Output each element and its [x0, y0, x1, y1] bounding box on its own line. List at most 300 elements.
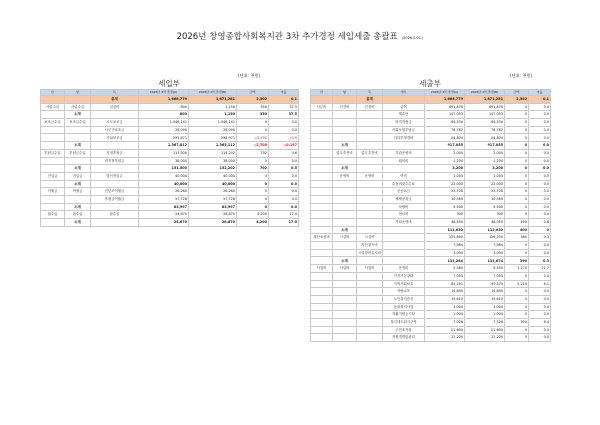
table-row — [311, 180, 551, 188]
table-cell: 702 — [237, 149, 269, 157]
table-cell: 자산취득비 — [357, 242, 383, 250]
table-cell: 0 — [505, 249, 529, 257]
table-cell: 26,260 — [189, 188, 237, 196]
table-cell: 0.3 — [529, 234, 551, 242]
table-cell: 0 — [529, 226, 551, 234]
table-cell — [357, 195, 383, 203]
table-cell: 수용비및수수료 — [383, 180, 425, 188]
table-cell: 노인복지증진 — [383, 295, 425, 303]
table-cell: 7,026 — [425, 318, 465, 326]
table-cell: 111,630 — [425, 226, 465, 234]
table-cell: 잡수입 — [91, 211, 139, 219]
table-cell — [357, 211, 383, 219]
table-cell: 1,046,141 — [189, 119, 237, 127]
table-cell: 293,671 — [139, 134, 189, 142]
table-cell — [311, 134, 333, 142]
table-cell — [333, 272, 357, 280]
table-cell: 0.6 — [269, 149, 299, 157]
table-cell — [311, 195, 333, 203]
table-row — [311, 272, 551, 280]
table-cell: 5,214 — [505, 280, 529, 288]
table-cell: 0 — [505, 288, 529, 296]
table-cell — [383, 257, 425, 265]
table-row — [311, 265, 551, 273]
table-cell — [333, 334, 357, 342]
table-cell: 131,284 — [425, 257, 465, 265]
table-cell: 131,674 — [465, 257, 505, 265]
table-cell: 21,600 — [465, 326, 505, 334]
table-cell: 14,890 — [425, 288, 465, 296]
table-row — [311, 311, 551, 319]
header-cell: 관 — [41, 90, 65, 96]
table-cell: 0 — [237, 195, 269, 203]
table-cell: 0 — [505, 172, 529, 180]
subtotal-row — [311, 142, 551, 150]
table-cell: 자활지원등기타 — [383, 311, 425, 319]
table-cell: 법인전입금 — [91, 172, 139, 180]
table-cell: 57,728 — [139, 195, 189, 203]
table-cell — [333, 119, 357, 127]
table-cell: 1,000 — [425, 311, 465, 319]
table-cell: 24,670 — [139, 211, 189, 219]
table-cell: 702 — [237, 165, 269, 173]
table-cell: 2,502 — [505, 96, 529, 104]
table-row — [311, 149, 551, 157]
table-cell: 0.0 — [529, 165, 551, 173]
table-cell: 비지정후원금 — [91, 157, 139, 165]
table-cell: 2,000 — [465, 149, 505, 157]
table-cell — [357, 157, 383, 165]
table-cell — [91, 219, 139, 227]
table-cell: 350 — [237, 103, 269, 111]
table-cell — [65, 157, 91, 165]
table-cell: 21,600 — [425, 326, 465, 334]
subtotal-row — [311, 226, 551, 234]
table-cell — [311, 318, 333, 326]
table-cell: 0.1 — [529, 96, 551, 104]
table-cell — [333, 280, 357, 288]
table-cell — [383, 226, 425, 234]
table-cell: 소계 — [65, 180, 91, 188]
table-cell — [357, 257, 383, 265]
table-cell: 15,610 — [425, 295, 465, 303]
table-cell: 0 — [505, 195, 529, 203]
table-cell: 0 — [237, 188, 269, 196]
table-row — [311, 134, 551, 142]
table-cell: 1,046,141 — [139, 119, 189, 127]
table-cell: 1,671,281 — [465, 96, 505, 104]
table-cell — [357, 126, 383, 134]
table-cell: 제수당 — [383, 111, 425, 119]
table-cell: 소계 — [333, 142, 357, 150]
header-cell: 세목 — [383, 90, 425, 96]
table-cell: 48,950 — [465, 219, 505, 227]
table-cell: 0.0 — [529, 249, 551, 257]
table-cell: 0.0 — [269, 157, 299, 165]
table-cell: 691,878 — [425, 103, 465, 111]
table-cell — [357, 165, 383, 173]
header-cell: 비율 — [269, 90, 299, 96]
table-cell — [311, 249, 333, 257]
table-cell — [383, 165, 425, 173]
table-cell — [311, 288, 333, 296]
table-cell — [311, 172, 333, 180]
header-cell: 2026년 2차 추경(B) — [465, 90, 505, 96]
table-cell — [333, 134, 357, 142]
table-cell — [311, 219, 333, 227]
table-cell — [357, 303, 383, 311]
table-cell: 지역사회보호 — [383, 280, 425, 288]
table-cell: △2,700 — [237, 142, 269, 150]
table-cell: 소계 — [65, 219, 91, 227]
table-cell: 3,000 — [425, 249, 465, 257]
table-cell: 40,000 — [189, 180, 237, 188]
table-cell: 가족기능강화 — [383, 272, 425, 280]
table-cell: 0.0 — [529, 111, 551, 119]
table-cell: 0 — [237, 119, 269, 127]
table-cell: 0.0 — [269, 119, 299, 127]
table-cell: 500 — [505, 318, 529, 326]
table-cell: 3,000 — [465, 303, 505, 311]
table-cell: 0 — [505, 142, 529, 150]
table-cell: 0 — [505, 311, 529, 319]
table-row — [311, 172, 551, 180]
table-cell — [311, 272, 333, 280]
table-cell: 0 — [505, 157, 529, 165]
table-cell — [311, 119, 333, 127]
table-cell: 0 — [505, 149, 529, 157]
expense-section-title: 세출부 — [310, 80, 550, 90]
table-cell: 0.0 — [529, 172, 551, 180]
table-cell: 0.0 — [529, 288, 551, 296]
subtotal-row — [311, 257, 551, 265]
table-row — [41, 103, 299, 111]
subtotal-row — [41, 219, 299, 227]
table-cell — [333, 96, 357, 104]
table-cell: 0.0 — [529, 195, 551, 203]
table-cell: 0 — [505, 126, 529, 134]
table-cell — [333, 126, 357, 134]
table-cell: 390 — [505, 257, 529, 265]
table-cell: 21.7 — [529, 265, 551, 273]
table-cell: 0.0 — [529, 303, 551, 311]
table-cell: 90,375 — [465, 280, 505, 288]
table-cell: 일심비 — [91, 103, 139, 111]
table-cell — [65, 126, 91, 134]
table-cell: 0.0 — [269, 180, 299, 188]
header-cell: 항 — [65, 90, 91, 96]
table-cell: 917,055 — [465, 142, 505, 150]
table-cell: 0.0 — [529, 134, 551, 142]
table-cell: 0 — [505, 165, 529, 173]
table-cell: 0.0 — [529, 211, 551, 219]
income-section-title: 세입부 — [40, 80, 298, 90]
table-cell: 0.0 — [529, 326, 551, 334]
table-cell: 23,728 — [425, 188, 465, 196]
table-cell — [311, 326, 333, 334]
table-cell: 85,161 — [425, 280, 465, 288]
table-cell: 5,500 — [465, 203, 505, 211]
table-cell — [41, 203, 65, 211]
table-cell: 0.0 — [529, 295, 551, 303]
table-cell — [357, 134, 383, 142]
table-cell — [357, 188, 383, 196]
table-cell: 재산조성비 — [311, 234, 333, 242]
table-cell: 10,560 — [465, 195, 505, 203]
table-cell: 소계 — [333, 226, 357, 234]
table-cell: 소계 — [333, 165, 357, 173]
table-cell: 시설비 — [357, 234, 383, 242]
table-cell — [333, 288, 357, 296]
income-unit-label: (단위: 천원) — [238, 73, 261, 78]
header-cell: 2026년 3차 추경(A) — [425, 90, 465, 96]
table-cell: 0.0 — [529, 203, 551, 211]
table-cell: 0.5 — [269, 165, 299, 173]
table-cell: 0.1 — [269, 96, 299, 104]
table-cell: 28,870 — [189, 211, 237, 219]
table-cell: 사무비 — [311, 103, 333, 111]
table-cell: 64,530 — [465, 119, 505, 127]
table-row — [311, 280, 551, 288]
table-cell: 운영비 — [383, 265, 425, 273]
table-cell: △0.197 — [269, 142, 299, 150]
table-cell: 6.4 — [529, 318, 551, 326]
table-cell: 26,260 — [139, 188, 189, 196]
table-cell — [333, 219, 357, 227]
expense-unit-label: (단위: 천원) — [510, 73, 533, 78]
table-cell: 0 — [237, 180, 269, 188]
table-cell: 1,367,812 — [139, 142, 189, 150]
table-cell: 15,610 — [465, 295, 505, 303]
table-cell — [41, 219, 65, 227]
table-cell — [333, 157, 357, 165]
subtotal-row — [41, 180, 299, 188]
table-cell: 0.0 — [269, 195, 299, 203]
table-row — [311, 295, 551, 303]
table-cell: 147,053 — [465, 111, 505, 119]
table-cell — [383, 234, 425, 242]
table-cell: 소계 — [65, 165, 91, 173]
table-row — [41, 149, 299, 157]
table-cell — [357, 226, 383, 234]
table-cell: 400 — [505, 219, 529, 227]
table-cell: 24,800 — [425, 134, 465, 142]
table-cell: 0 — [505, 334, 529, 342]
table-cell: 37.5 — [269, 103, 299, 111]
table-cell: 소계 — [65, 142, 91, 150]
table-cell: 운영비 — [333, 172, 357, 180]
table-cell — [311, 257, 333, 265]
table-row — [311, 326, 551, 334]
table-cell — [357, 111, 383, 119]
table-cell: 6,550 — [465, 265, 505, 273]
table-cell: 400 — [505, 226, 529, 234]
table-cell: 소계 — [65, 111, 91, 119]
table-cell: 기타보조금 — [91, 134, 139, 142]
table-cell: 공공요금 — [383, 188, 425, 196]
table-row — [311, 334, 551, 342]
header-cell: 항 — [333, 90, 357, 96]
table-cell: 자원개발및관리 — [383, 334, 425, 342]
table-cell: 147,053 — [425, 111, 465, 119]
table-cell: 시설비 — [333, 234, 357, 242]
table-cell: 28,870 — [189, 219, 237, 227]
table-cell: 지정후원금 — [91, 149, 139, 157]
table-cell: 10,560 — [425, 195, 465, 203]
subtotal-row — [41, 203, 299, 211]
table-row — [311, 303, 551, 311]
table-cell: 급여 — [383, 103, 425, 111]
table-cell: 40,000 — [189, 172, 237, 180]
table-cell: 1,200 — [465, 157, 505, 165]
table-cell: 1,000 — [465, 311, 505, 319]
table-row — [311, 211, 551, 219]
table-cell — [311, 111, 333, 119]
table-cell: 691,878 — [465, 103, 505, 111]
table-cell: 6.1 — [529, 280, 551, 288]
table-cell: 37.5 — [269, 111, 299, 119]
table-row — [311, 195, 551, 203]
table-cell: 3,200 — [425, 165, 465, 173]
table-cell: 0 — [505, 134, 529, 142]
table-cell: 이월금 — [65, 188, 91, 196]
table-cell — [311, 126, 333, 134]
table-cell: 1,150 — [189, 103, 237, 111]
table-cell — [333, 188, 357, 196]
table-cell: 3,200 — [465, 165, 505, 173]
table-cell: 300 — [465, 211, 505, 219]
table-cell: 17.0 — [269, 211, 299, 219]
table-cell: 7,050 — [465, 272, 505, 280]
table-cell — [311, 149, 333, 157]
table-cell: 0.3 — [529, 257, 551, 265]
table-cell — [311, 242, 333, 250]
table-cell: 시군구보조금 — [91, 126, 139, 134]
table-cell: 0 — [505, 295, 529, 303]
table-cell: 0 — [505, 180, 529, 188]
subtotal-row — [41, 111, 299, 119]
table-cell — [357, 311, 383, 319]
table-cell: 0.0 — [529, 180, 551, 188]
table-cell: 1,671,281 — [189, 96, 237, 104]
table-cell: 23,728 — [465, 188, 505, 196]
table-cell: 0.0 — [269, 172, 299, 180]
table-cell: 1,170 — [505, 265, 529, 273]
table-cell: 22,200 — [465, 334, 505, 342]
header-cell: 관 — [311, 90, 333, 96]
table-cell — [357, 288, 383, 296]
table-cell — [41, 165, 65, 173]
table-cell: 800 — [139, 111, 189, 119]
table-cell: 전입금 — [41, 172, 65, 180]
table-cell: 인건비 — [357, 103, 383, 111]
table-cell: 1,150 — [189, 111, 237, 119]
table-cell: 0.0 — [529, 126, 551, 134]
table-row — [41, 157, 299, 165]
table-cell: 사회보험부담금 — [383, 126, 425, 134]
table-cell: 64,530 — [425, 119, 465, 127]
table-row — [311, 126, 551, 134]
table-cell: 152,202 — [189, 165, 237, 173]
header-cell: 2026년 2차 추경(B) — [189, 90, 237, 96]
table-row — [311, 249, 551, 257]
table-cell — [311, 211, 333, 219]
table-row — [311, 188, 551, 196]
table-cell — [333, 295, 357, 303]
table-cell: 후원금수입 — [65, 149, 91, 157]
table-row — [311, 119, 551, 127]
table-cell: 퇴직적립금 — [383, 119, 425, 127]
table-cell: 0.0 — [529, 311, 551, 319]
table-cell: 0.8 — [529, 219, 551, 227]
table-cell: 인건비 — [333, 103, 357, 111]
table-cell — [357, 203, 383, 211]
table-cell — [41, 142, 65, 150]
table-cell: 0.0 — [529, 142, 551, 150]
table-cell: 0 — [505, 272, 529, 280]
table-cell: 기관운영비 — [383, 149, 425, 157]
table-cell: 이월금 — [41, 188, 65, 196]
table-cell — [311, 96, 333, 104]
table-cell: 4,200 — [237, 219, 269, 227]
table-cell — [311, 203, 333, 211]
table-cell: 0.0 — [529, 188, 551, 196]
table-cell: 자립교육 — [383, 288, 425, 296]
table-cell: 기타후생경비 — [383, 134, 425, 142]
table-cell — [65, 134, 91, 142]
table-cell — [333, 249, 357, 257]
title-date: (2026.0.01.) — [401, 36, 424, 40]
table-cell: 28,000 — [139, 126, 189, 134]
table-cell — [311, 188, 333, 196]
table-cell: 0.0 — [269, 126, 299, 134]
table-cell — [41, 134, 65, 142]
table-cell: 시도보조금 — [91, 119, 139, 127]
table-cell: 5,500 — [425, 203, 465, 211]
table-row — [41, 172, 299, 180]
subtotal-row — [311, 165, 551, 173]
table-cell — [357, 295, 383, 303]
table-cell: 사업비 — [333, 265, 357, 273]
table-cell: 0.0 — [529, 149, 551, 157]
table-row — [41, 211, 299, 219]
table-cell — [91, 165, 139, 173]
table-cell: 24,800 — [465, 134, 505, 142]
table-cell: 0 — [505, 103, 529, 111]
table-cell: 0.0 — [529, 272, 551, 280]
table-cell: 제세공과금 — [383, 195, 425, 203]
table-cell: 문화복지사업 — [383, 303, 425, 311]
table-cell: 14,890 — [465, 288, 505, 296]
table-cell: 126,250 — [465, 234, 505, 242]
table-cell: 주민조직화 — [383, 326, 425, 334]
table-row — [311, 203, 551, 211]
table-cell — [311, 165, 333, 173]
table-cell — [91, 180, 139, 188]
table-cell: 보조금수입 — [41, 119, 65, 127]
table-cell: 28,000 — [189, 126, 237, 134]
table-cell: 기타운영비 — [383, 219, 425, 227]
table-cell — [41, 195, 65, 203]
table-cell: 총계 — [357, 96, 383, 104]
table-cell — [357, 119, 383, 127]
table-cell: 1,000 — [465, 172, 505, 180]
table-cell — [41, 157, 65, 165]
table-cell: 360 — [505, 234, 529, 242]
table-row — [311, 111, 551, 119]
table-cell: 보조금수입 — [65, 119, 91, 127]
table-cell: 4,200 — [237, 211, 269, 219]
